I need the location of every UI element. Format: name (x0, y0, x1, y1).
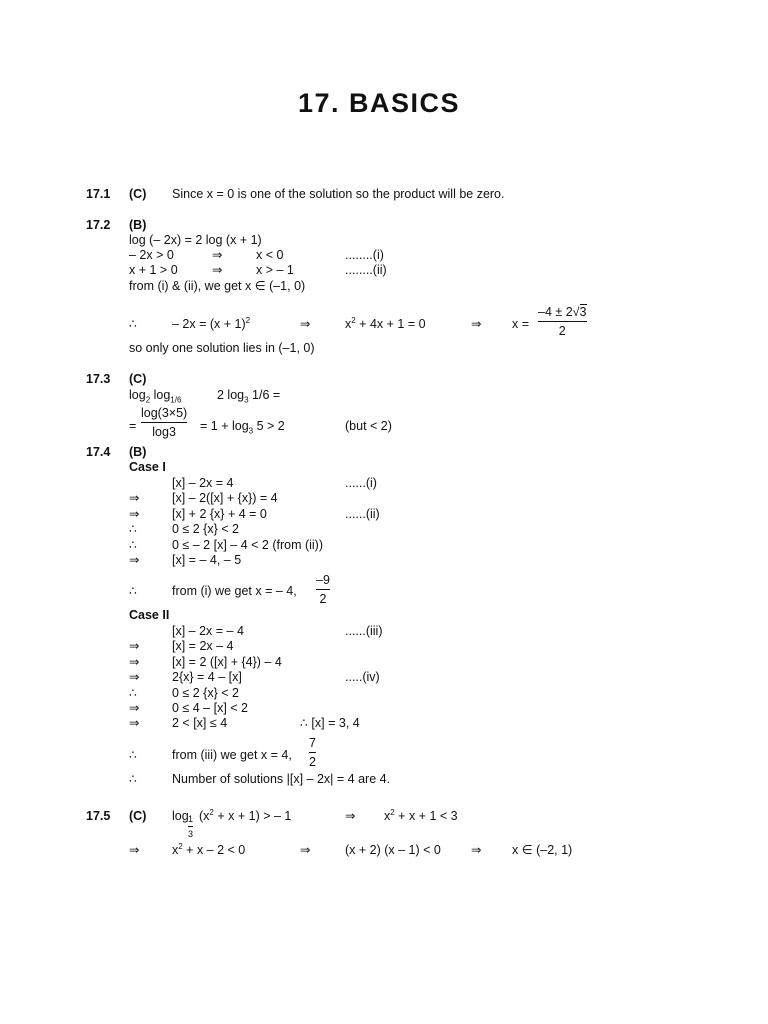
expr-text: – 2x = (x + 1) (172, 317, 246, 331)
solution-17-2-line-6: so only one solution lies in (–1, 0) (129, 341, 315, 355)
fraction-denominator: 2 (319, 591, 327, 606)
expr-text: + 4x + 1 = 0 (355, 317, 426, 331)
fraction-numerator: 7 (309, 736, 316, 750)
implies-symbol: ⇒ (129, 843, 140, 857)
implies-symbol: ⇒ (212, 248, 223, 262)
solution-17-2-line-3a: x + 1 > 0 (129, 263, 178, 277)
log-base-fraction (188, 815, 193, 839)
step-tag: ......(iii) (345, 624, 383, 638)
step-expression: 0 ≤ 2 {x} < 2 (172, 522, 239, 537)
implies-symbol: ⇒ (300, 317, 311, 331)
subscript: 2 (145, 395, 151, 405)
solution-17-2-line-1: log (– 2x) = 2 log (x + 1) (129, 233, 262, 247)
question-number-17-2: 17.2 (86, 218, 111, 232)
implies-symbol: ⇒ (471, 843, 482, 857)
fraction-bar (188, 826, 193, 827)
fraction-numerator: log(3×5) (141, 406, 188, 420)
step-tag: ......(i) (345, 476, 377, 490)
fraction-denominator: 3 (188, 829, 194, 839)
solution-17-2-line-2a: – 2x > 0 (129, 248, 174, 262)
expr-text: = 1 + log (200, 419, 249, 433)
step-tag: .....(iv) (345, 670, 380, 685)
step-tag: ∴ [x] = 3, 4 (300, 716, 360, 731)
solution-17-5-line-1b (199, 807, 292, 823)
answer-17-3: (C) (129, 372, 147, 386)
step-symbol: ⇒ (129, 639, 140, 654)
answer-17-4: (B) (129, 445, 147, 459)
fraction-denominator: log3 (152, 424, 176, 439)
step-expression: [x] – 2x = 4 (172, 476, 234, 490)
step-symbol: ⇒ (129, 553, 140, 567)
subscript: 3 (244, 395, 249, 405)
fraction-denominator: 2 (309, 754, 316, 769)
step-expression: 0 ≤ 2 {x} < 2 (172, 685, 239, 700)
therefore-symbol: ∴ (129, 317, 137, 331)
fraction-bar (316, 589, 330, 590)
therefore-symbol: ∴ (129, 772, 137, 786)
sqrt-symbol: √ (572, 305, 580, 319)
question-number-17-3: 17.3 (86, 372, 111, 386)
step-expression: [x] = 2 ([x] + {4}) – 4 (172, 654, 282, 669)
step-symbol: ⇒ (129, 506, 140, 521)
step-symbol: ⇒ (129, 491, 140, 506)
step-symbol: ⇒ (129, 654, 140, 669)
page-title: 17. BASICS (298, 88, 461, 118)
step-expression: 0 ≤ – 2 [x] – 4 < 2 (from (ii)) (172, 537, 324, 552)
question-number-17-1: 17.1 (86, 187, 111, 201)
expr-text: x (345, 317, 352, 331)
solution-17-5-line-2d: (x + 2) (x – 1) < 0 (345, 843, 441, 857)
superscript: 2 (351, 315, 356, 325)
answer-17-5: (C) (129, 809, 147, 823)
sqrt-radicand: 3 (579, 305, 587, 319)
step-symbol: ∴ (129, 537, 137, 552)
superscript: 2 (390, 807, 395, 817)
implies-symbol: ⇒ (345, 809, 356, 823)
solution-17-2-line-5d (345, 315, 426, 331)
implies-symbol: ⇒ (212, 263, 223, 277)
expr-text: 2 log (217, 388, 245, 402)
quadratic-root-fraction (538, 306, 587, 337)
case-conclusion: Number of solutions |[x] – 2x| = 4 are 4. (172, 772, 391, 786)
subscript: 3 (248, 426, 254, 436)
step-expression: 2 < [x] ≤ 4 (172, 716, 228, 731)
equation-tag: ........(ii) (345, 263, 387, 277)
case-2-heading: Case II (129, 608, 170, 622)
subscript: 1/6 (170, 395, 182, 405)
superscript: 2 (245, 315, 251, 325)
step-symbol: ⇒ (129, 670, 140, 685)
case-2-result: from (iii) we get x = 4, (172, 748, 292, 762)
fraction-bar (141, 422, 187, 423)
fraction-numerator: 1 (188, 814, 194, 824)
equals-sign: = (129, 419, 137, 433)
therefore-symbol: ∴ (129, 584, 137, 598)
step-expression: [x] + 2 {x} + 4 = 0 (172, 506, 267, 521)
fraction-numerator: –9 (316, 573, 330, 587)
solution-17-2-line-3c: x > – 1 (256, 263, 294, 277)
expr-text: 5 > 2 (253, 419, 285, 433)
fraction-denominator: 2 (558, 323, 566, 338)
solution-17-3-line-2 (200, 419, 285, 436)
therefore-symbol: ∴ (129, 748, 137, 762)
log-fraction (141, 407, 187, 438)
expr-text: + x + 1) > – 1 (213, 809, 292, 823)
step-expression: [x] = 2x – 4 (172, 639, 234, 654)
expr-text: 1/6 = (248, 388, 281, 402)
expr-text: (x (199, 809, 210, 823)
step-expression: [x] – 2x = – 4 (172, 624, 244, 638)
solution-17-2-line-5b (172, 315, 251, 331)
expr-text: + x + 1 < 3 (394, 809, 458, 823)
answer-17-1: (C) (129, 187, 147, 201)
superscript: 2 (209, 807, 214, 817)
solution-17-5-line-2f: x ∈ (–2, 1) (512, 843, 573, 857)
expr-text: x (172, 843, 179, 857)
case-1-heading: Case I (129, 460, 166, 474)
solution-17-5-line-1d (384, 807, 458, 823)
fraction-bar (538, 321, 587, 322)
expr-text: x (384, 809, 391, 823)
solution-17-2-line-4: from (i) & (ii), we get x ∈ (–1, 0) (129, 279, 306, 293)
solution-17-5-line-2b (172, 841, 246, 857)
equation-tag: ........(i) (345, 248, 384, 262)
solution-17-3-note: (but < 2) (345, 419, 392, 433)
solution-17-1: Since x = 0 is one of the solution so the product will be zero. (172, 187, 505, 201)
step-expression: [x] – 2([x] + {x}) = 4 (172, 491, 278, 506)
question-number-17-4: 17.4 (86, 445, 111, 459)
x-equals: x = (512, 317, 530, 331)
case-1-fraction (316, 574, 330, 605)
step-expression: 2{x} = 4 – [x] (172, 670, 242, 685)
log-base-expression: log (172, 809, 189, 823)
answer-17-2: (B) (129, 218, 147, 232)
expr-text: –4 ± 2 (538, 305, 573, 319)
case-1-result: from (i) we get x = – 4, (172, 584, 297, 598)
implies-symbol: ⇒ (300, 843, 311, 857)
step-tag: ......(ii) (345, 506, 380, 521)
fraction-bar (309, 752, 316, 753)
expr-text: + x – 2 < 0 (182, 843, 246, 857)
solution-17-2-line-2c: x < 0 (256, 248, 284, 262)
expr-text: log (129, 388, 146, 402)
step-expression: [x] = – 4, – 5 (172, 553, 242, 567)
solution-17-3-line-1b (217, 388, 281, 405)
step-symbol: ∴ (129, 522, 137, 537)
step-expression: 0 ≤ 4 – [x] < 2 (172, 701, 249, 715)
fraction-numerator (538, 306, 587, 319)
solution-17-3-line-1 (129, 388, 182, 405)
step-symbol: ∴ (129, 685, 137, 700)
step-symbol: ⇒ (129, 716, 140, 731)
question-number-17-5: 17.5 (86, 809, 111, 823)
case-2-fraction (309, 737, 316, 768)
expr-text: log (150, 388, 171, 402)
superscript: 2 (178, 841, 183, 851)
implies-symbol: ⇒ (471, 317, 482, 331)
step-symbol: ⇒ (129, 701, 140, 715)
